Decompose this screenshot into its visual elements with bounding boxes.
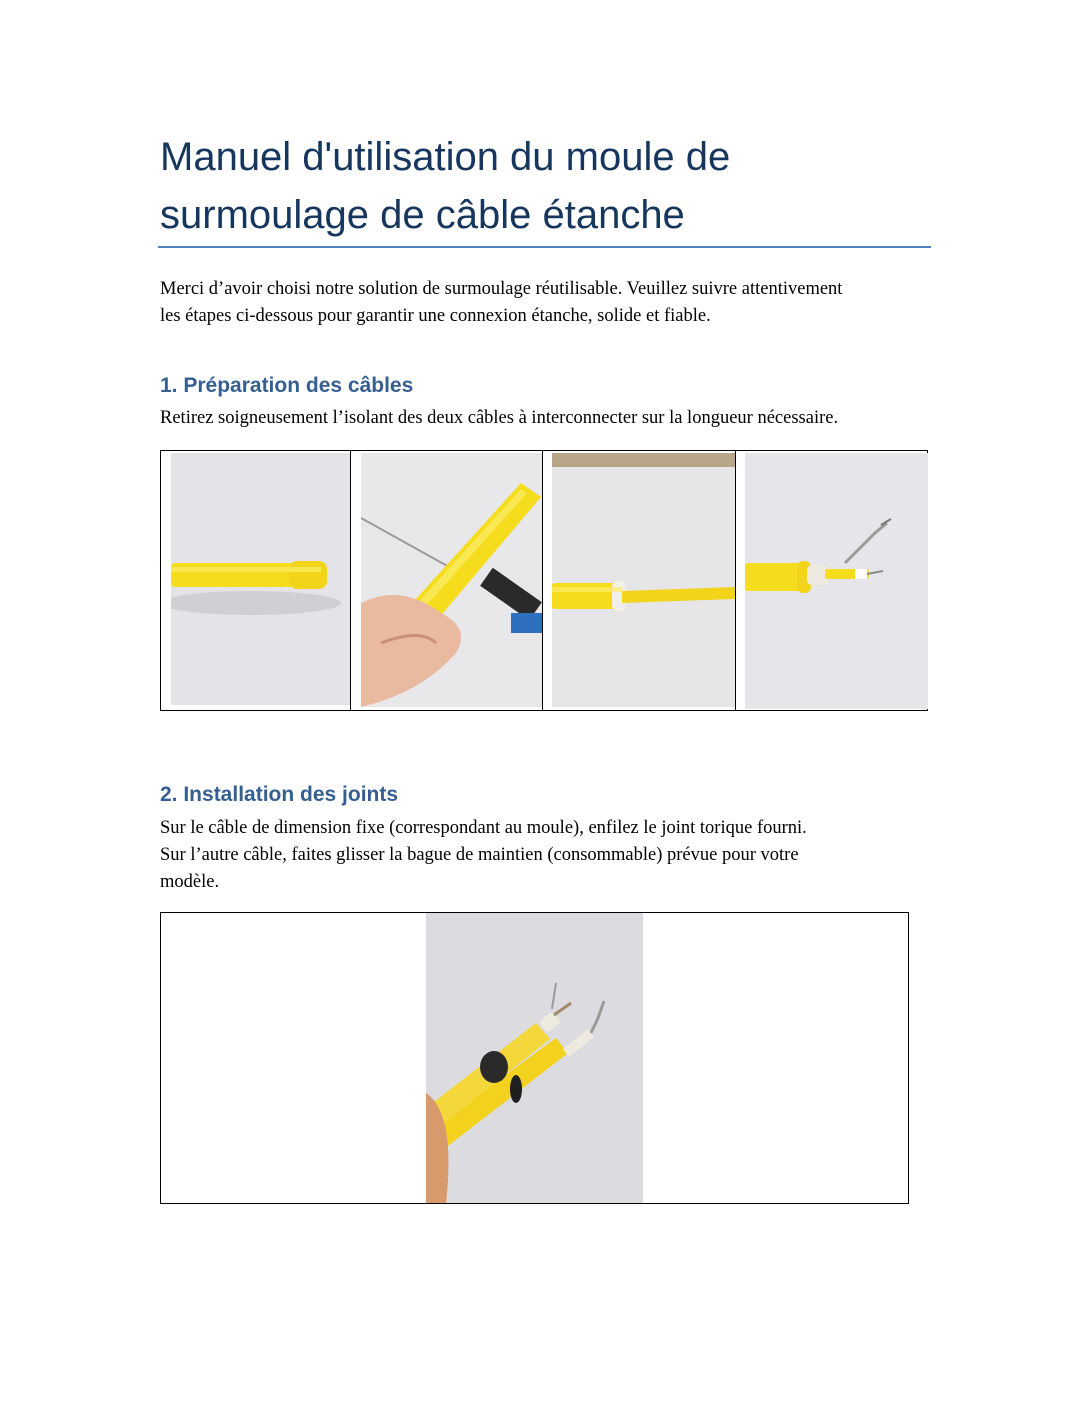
section-1-photo-table (160, 450, 928, 711)
photo-exposed-wires-image (745, 453, 928, 709)
photo-seals-installed (426, 913, 643, 1203)
section-2-line-1: Sur le câble de dimension fixe (correspondant au moule), enfilez le joint torique fourni. (160, 818, 807, 838)
photo-stripped-sheath-image (552, 453, 735, 707)
intro-paragraph (160, 276, 842, 330)
photo-cable-end (171, 453, 351, 705)
document-title (160, 128, 940, 244)
title-line-2: surmoulage de câble étanche (160, 193, 685, 237)
section-1-text: Retirez soigneusement l’isolant des deux câbles à interconnecter sur la longueur nécessaire. (160, 408, 839, 428)
section-2-line-3: modèle. (160, 872, 220, 892)
cell-divider (542, 451, 543, 710)
section-2-heading: 2. Installation des joints (160, 783, 399, 806)
cell-divider (735, 451, 736, 710)
photo-stripped-sheath (552, 453, 735, 707)
intro-line-2: les étapes ci-dessous pour garantir une connexion étanche, solide et fiable. (160, 306, 711, 326)
photo-cable-end-image (171, 453, 351, 705)
photo-stripping-tool-image (361, 453, 542, 707)
title-line-1: Manuel d'utilisation du moule de (160, 135, 731, 179)
photo-stripping-tool (361, 453, 542, 707)
cell-divider (350, 451, 351, 710)
section-2-photo-table (160, 912, 909, 1204)
photo-seals-installed-image (426, 913, 643, 1203)
photo-exposed-wires (745, 453, 928, 709)
section-2-text (160, 815, 807, 896)
section-2-line-2: Sur l’autre câble, faites glisser la bague de maintien (consommable) prévue pour votre (160, 845, 799, 865)
intro-line-1: Merci d’avoir choisi notre solution de surmoulage réutilisable. Veuillez suivre attentivement (160, 279, 843, 299)
section-1-heading: 1. Préparation des câbles (160, 374, 414, 397)
title-underline (158, 246, 931, 248)
